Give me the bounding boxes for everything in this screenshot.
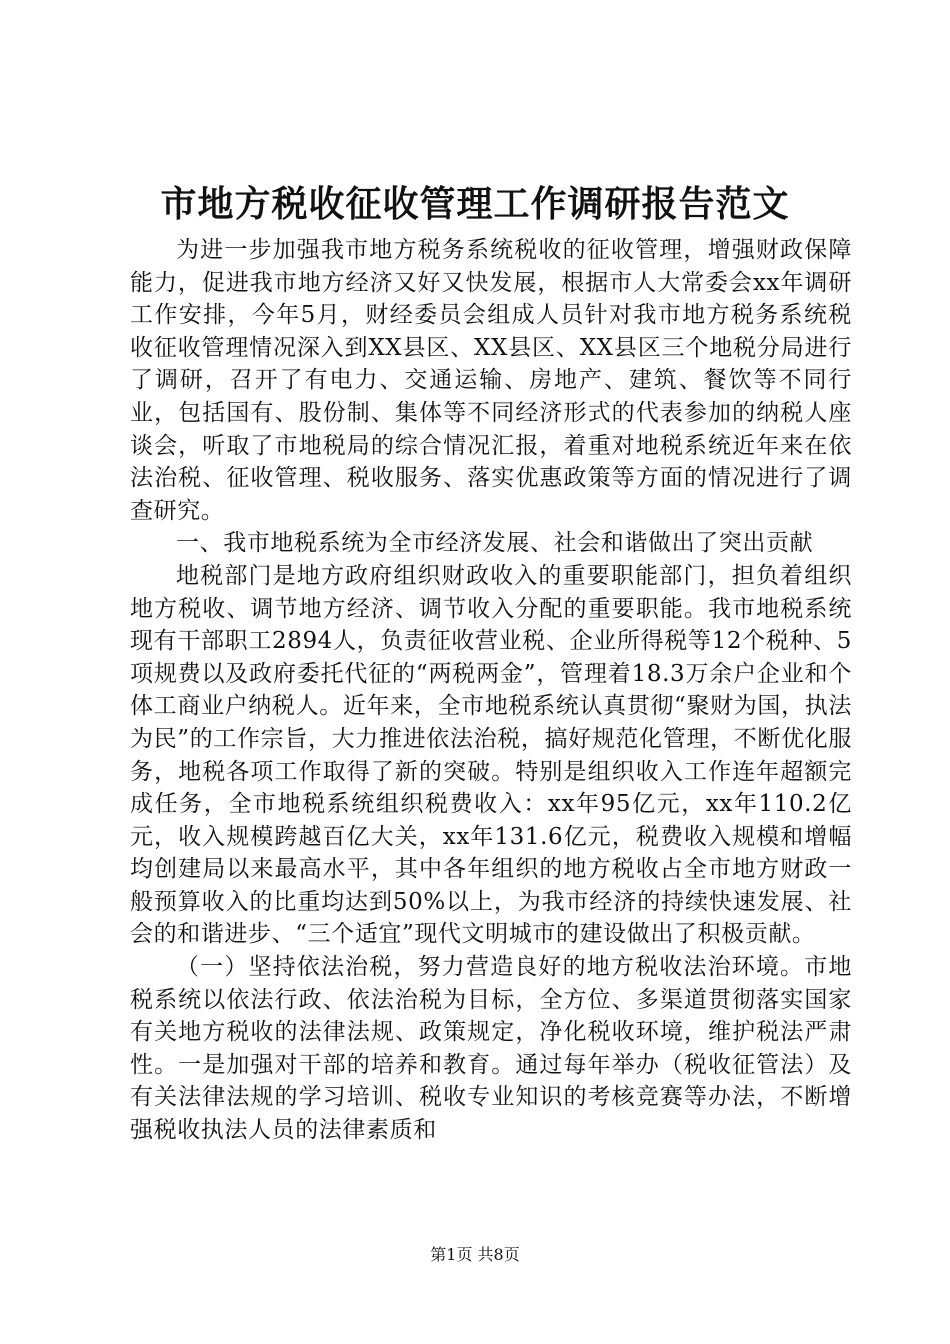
paragraph-subsection-1: （一）坚持依法治税，努力营造良好的地方税收法治环境。市地税系统以依法行政、依法治税为目标，全方位、多渠道贯彻落实国家有关地方税收的法律法规、政策规定，净化税收环境，维护税法严肃性。一是加强对干部的培养和教育。通过每年举办（税收征管法）及有关法律法规的学习培训、税收专业知识的考核竞赛等办法，不断增强税收执法人员的法律素质和 bbox=[130, 954, 852, 1144]
paragraph-intro: 为进一步加强我市地方税务系统税收的征收管理，增强财政保障能力，促进我市地方经济又好又快发展，根据市人大常委会xx年调研工作安排，今年5月，财经委员会组成人员针对我市地方税务系统税收征收管理情况深入到XX县区、XX县区、XX县区三个地税分局进行了调研，召开了有电力、交通运输、房地产、建筑、餐饮等不同行业，包括国有、股份制、集体等不同经济形式的代表参加的纳税人座谈会，听取了市地税局的综合情况汇报，着重对地税系统近年来在依法治税、征收管理、税收服务、落实优惠政策等方面的情况进行了调查研究。 bbox=[130, 237, 852, 524]
document-body bbox=[130, 234, 852, 1147]
page-footer: 第1页 共8页 bbox=[430, 1245, 520, 1264]
section-heading-1: 一、我市地税系统为全市经济发展、社会和谐做出了突出贡献 bbox=[176, 530, 814, 557]
paragraph-section-1: 地税部门是地方政府组织财政收入的重要职能部门，担负着组织地方税收、调节地方经济、调节收入分配的重要职能。我市地税系统现有干部职工2894人，负责征收营业税、企业所得税等12个税种、5项规费以及政府委托代征的“两税两金”，管理着18.3万余户企业和个体工商业户纳税人。近年来，全市地税系统认真贯彻“聚财为国，执法为民”的工作宗旨，大力推进依法治税，搞好规范化管理，不断优化服务，地税各项工作取得了新的突破。特别是组织收入工作连年超额完成任务，全市地税系统组织税费收入：xx年95亿元，xx年110.2亿元，收入规模跨越百亿大关，xx年131.6亿元，税费收入规模和增幅均创建局以来最高水平，其中各年组织的地方税收占全市地方财政一般预算收入的比重均达到50%以上，为我市经济的持续快速发展、社会的和谐进步、“三个适宜”现代文明城市的建设做出了积极贡献。 bbox=[130, 562, 852, 948]
document-title: 市地方税收征收管理工作调研报告范文 bbox=[160, 183, 790, 225]
